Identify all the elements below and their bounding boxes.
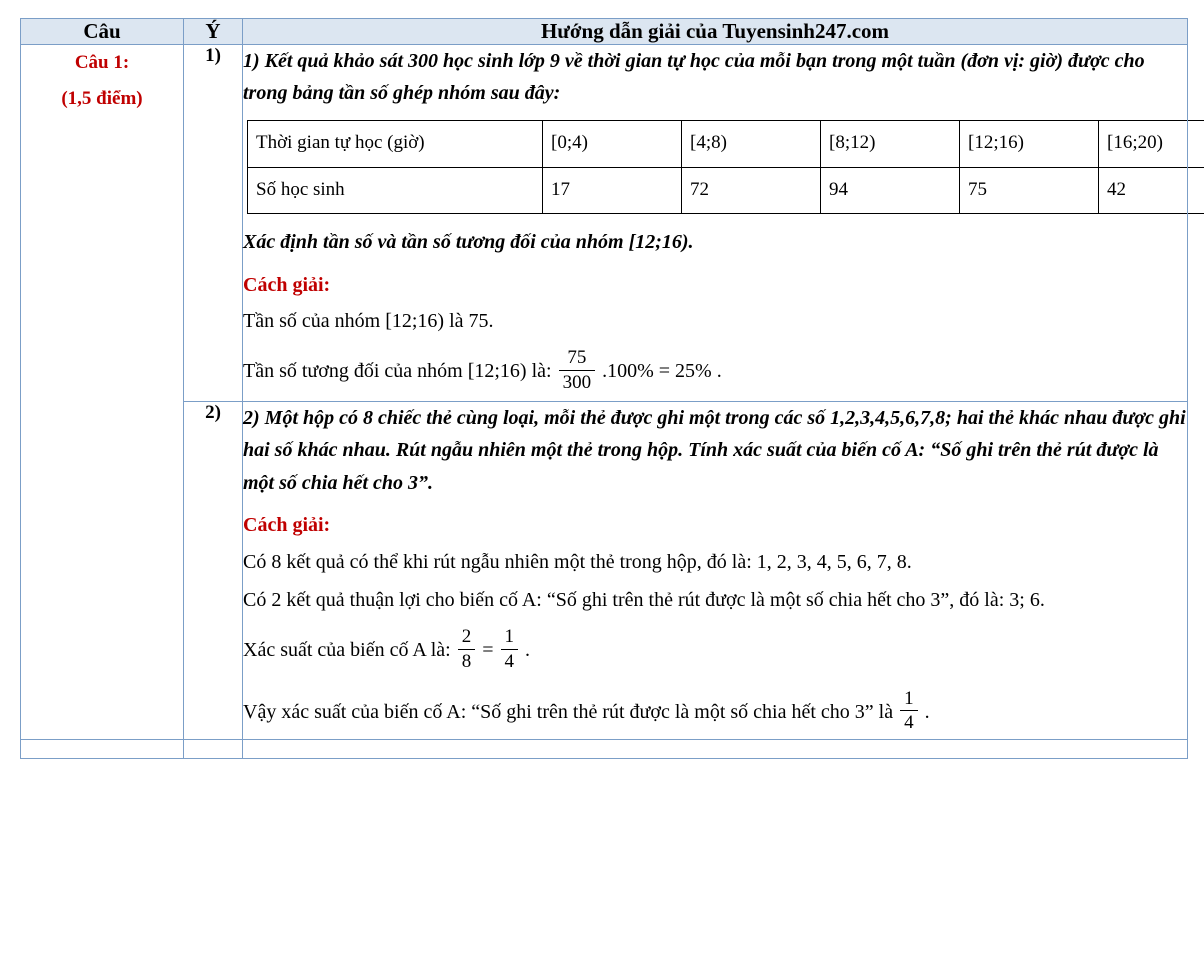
table-row-partial (21, 740, 1188, 759)
y-label-1: 1) (184, 45, 243, 402)
fraction-2-8 (458, 626, 476, 672)
equals-sign: = (482, 639, 494, 662)
freq-interval-1: [4;8) (682, 120, 821, 167)
next-body-cell (243, 740, 1188, 759)
fraction-numerator: 2 (458, 626, 476, 649)
y-label-2: 2) (184, 402, 243, 740)
solution-line-1b (243, 347, 1187, 393)
cau-label-line2: (1,5 điểm) (61, 88, 143, 110)
solution-line-2d-prefix: Vậy xác suất của biến cố A: “Số ghi trên thẻ rút được là một số chia hết cho 3” là (243, 700, 894, 723)
question-statement-2: 2) Một hộp có 8 chiếc thẻ cùng loại, mỗi thẻ được ghi một trong các số 1,2,3,4,5,6,7,8; hai thẻ khác nhau được ghi hai số khác nhau. Rút ngẫu nhiên một thẻ trong hộp. Tính xác suất của biến cố A: “Số ghi trên thẻ rút được là một số chia hết cho 3”. (243, 407, 1186, 494)
fraction-denominator: 300 (562, 371, 592, 393)
fraction-denominator: 8 (461, 650, 472, 672)
solution-line-1b-suffix: .100% = 25% . (602, 360, 722, 383)
freq-count-0: 17 (543, 167, 682, 214)
table-body (21, 45, 1188, 759)
freq-count-4: 42 (1099, 167, 1204, 214)
solution-label-1: Cách giải: (243, 273, 331, 296)
freq-count-3: 75 (960, 167, 1099, 214)
freq-row-label-1: Số học sinh (248, 167, 543, 214)
cau-label-line1: Câu 1: (74, 52, 130, 73)
solution-table (20, 18, 1188, 759)
freq-interval-0: [0;4) (543, 120, 682, 167)
header-row (21, 19, 1188, 45)
freq-interval-3: [12;16) (960, 120, 1099, 167)
table-row (21, 45, 1188, 402)
solution-line-1a: Tần số của nhóm [12;16) là 75. (243, 310, 494, 333)
next-cau-cell (21, 740, 184, 759)
freq-interval-2: [8;12) (821, 120, 960, 167)
fraction-75-300 (559, 347, 596, 393)
table-row (248, 120, 1204, 167)
freq-interval-4: [16;20) (1099, 120, 1204, 167)
cau-label-cell (21, 45, 184, 740)
solution-line-2c-prefix: Xác suất của biến cố A là: (243, 639, 451, 662)
fraction-numerator: 75 (559, 347, 596, 370)
solution-line-1b-prefix: Tần số tương đối của nhóm [12;16) là: (243, 360, 552, 383)
header-guide: Hướng dẫn giải của Tuyensinh247.com (243, 19, 1188, 45)
table-row (248, 167, 1204, 214)
next-y-cell (184, 740, 243, 759)
question-statement-1: 1) Kết quả khảo sát 300 học sinh lớp 9 về thời gian tự học của mỗi bạn trong một tuần (đơn vị: giờ) được cho trong bảng tần số ghép nhóm sau đây: (243, 50, 1145, 105)
solution-line-2d-suffix: . (924, 700, 930, 723)
fraction-denominator: 4 (504, 650, 514, 672)
solution-line-2b: Có 2 kết quả thuận lợi cho biến cố A: “Số ghi trên thẻ rút được là một số chia hết cho 3”, đó là: 3; 6. (243, 588, 1045, 611)
solution-line-2c (243, 626, 1187, 672)
question-prompt-1: Xác định tần số và tần số tương đối của nhóm [12;16). (243, 231, 694, 254)
fraction-1-4 (501, 626, 519, 672)
solution-line-2d (243, 688, 1187, 734)
header-cau: Câu (21, 19, 184, 45)
solution-line-2c-suffix: . (525, 639, 530, 662)
fraction-1-4-final (900, 688, 918, 734)
solution-body-2 (243, 402, 1188, 740)
solution-line-2a: Có 8 kết quả có thể khi rút ngẫu nhiên một thẻ trong hộp, đó là: 1, 2, 3, 4, 5, 6, 7, 8. (243, 550, 912, 573)
fraction-numerator: 1 (900, 688, 918, 711)
freq-row-label-0: Thời gian tự học (giờ) (248, 120, 543, 167)
table-row (21, 402, 1188, 740)
table-header (21, 19, 1188, 45)
freq-count-1: 72 (682, 167, 821, 214)
fraction-denominator: 4 (904, 712, 914, 734)
header-y: Ý (184, 19, 243, 45)
frequency-table (247, 120, 1204, 215)
solution-label-2: Cách giải: (243, 514, 331, 537)
solution-body-1 (243, 45, 1188, 402)
fraction-numerator: 1 (501, 626, 519, 649)
freq-count-2: 94 (821, 167, 960, 214)
